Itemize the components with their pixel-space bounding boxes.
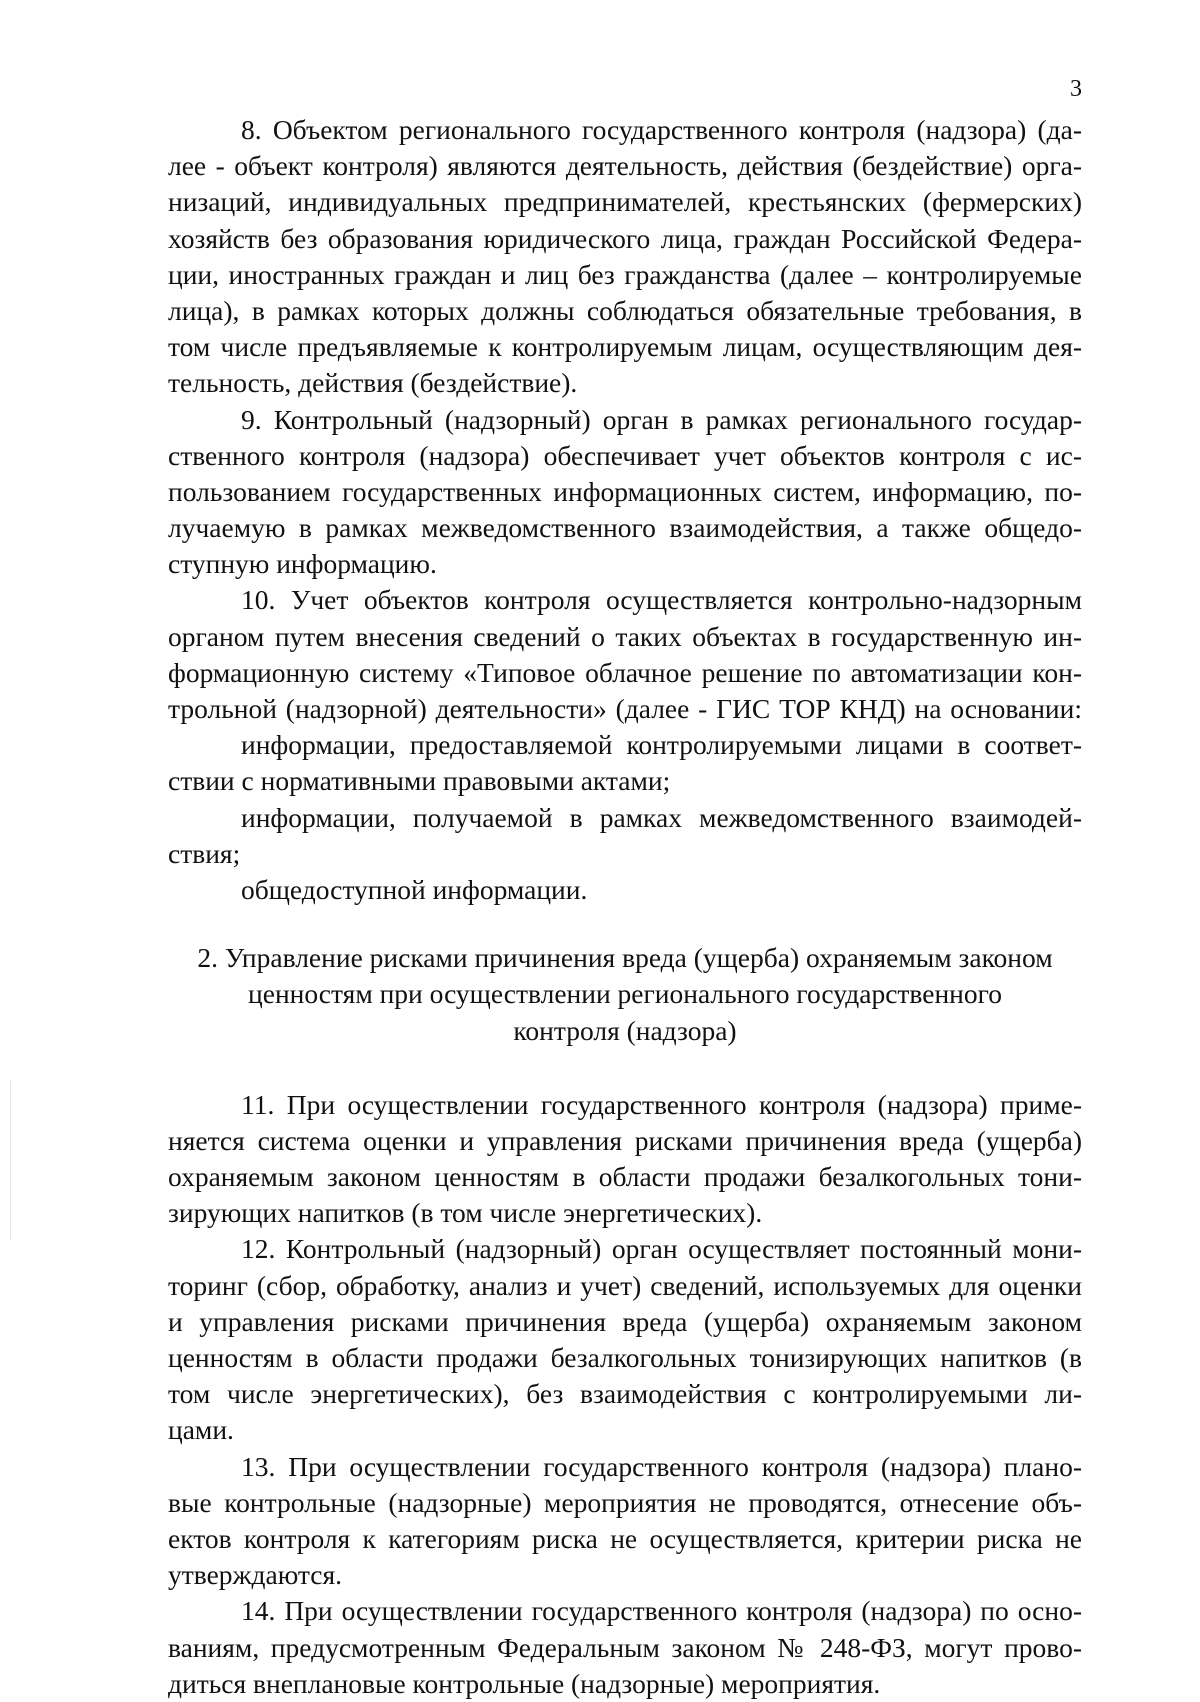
paragraph-line: том числе предъявляемые к контролируемым лицам, осуществляющим дея- xyxy=(168,331,1082,363)
paragraph-line: торинг (сбор, обработку, анализ и учет) сведений, используемых для оценки xyxy=(168,1269,1082,1301)
paragraph-line: формационную систему «Типовое облачное решение по автоматизации кон- xyxy=(168,656,1082,688)
paragraph-line: ектов контроля к категориям риска не осуществляется, критерии риска не xyxy=(168,1522,1082,1554)
paragraph-line: том числе энергетических), без взаимодействия с контролируемыми ли- xyxy=(168,1378,1082,1410)
paragraph-line: ственного контроля (надзора) обеспечивает учет объектов контроля с ис- xyxy=(168,439,1082,471)
paragraph-line: зирующих напитков (в том числе энергетических). xyxy=(168,1197,763,1229)
section-heading-line: 2. Управление рисками причинения вреда (ущерба) охраняемым законом xyxy=(197,942,1053,974)
paragraph-line: низаций, индивидуальных предпринимателей, крестьянских (фермерских) xyxy=(168,186,1082,218)
section-heading-line: контроля (надзора) xyxy=(513,1014,737,1046)
paragraph-line: 11. При осуществлении государственного контроля (надзора) приме- xyxy=(241,1088,1082,1120)
paragraph-line: ции, иностранных граждан и лиц без гражданства (далее – контролируемые xyxy=(168,258,1082,290)
paragraph-line: ступную информацию. xyxy=(168,548,437,580)
paragraph-line: лучаемую в рамках межведомственного взаимодействия, а также общедо- xyxy=(168,512,1082,544)
paragraph-8 xyxy=(168,112,1082,402)
paragraph-line: 13. При осуществлении государственного контроля (надзора) плано- xyxy=(241,1450,1082,1482)
paragraph-9 xyxy=(168,402,1082,583)
page-number: 3 xyxy=(1070,76,1082,102)
paragraph-line: трольной (надзорной) деятельности» (далее - ГИС ТОР КНД) на основании: xyxy=(168,693,1082,724)
paragraph-line: охраняемым законом ценностям в области продажи безалкогольных тони- xyxy=(168,1161,1082,1193)
paragraph-line: 12. Контрольный (надзорный) орган осуществляет постоянный мони- xyxy=(241,1233,1082,1265)
paragraph-11 xyxy=(168,1087,1082,1232)
paragraph-line: 10. Учет объектов контроля осуществляется контрольно-надзорным xyxy=(241,584,1082,616)
section-heading-line: ценностям при осуществлении регионального государственного xyxy=(248,978,1002,1010)
paragraph-line: 8. Объектом регионального государственного контроля (надзора) (да- xyxy=(241,114,1082,145)
paragraph-line: лица), в рамках которых должны соблюдаться обязательные требования, в xyxy=(168,294,1082,326)
paragraph-line: ствии с нормативными правовыми актами; xyxy=(168,765,671,797)
paragraph-line: пользованием государственных информационных систем, информацию, по- xyxy=(168,475,1082,507)
paragraph-line: 9. Контрольный (надзорный) орган в рамках регионального государ- xyxy=(241,403,1082,435)
paragraph-line: утверждаются. xyxy=(168,1559,343,1591)
paragraph-line: ценностям в области продажи безалкогольных тонизирующих напитков (в xyxy=(168,1342,1082,1373)
paragraph-line: 14. При осуществлении государственного контроля (надзора) по осно- xyxy=(241,1595,1082,1627)
paragraph-line: диться внеплановые контрольные (надзорные) мероприятия. xyxy=(168,1667,881,1699)
paragraph-12 xyxy=(168,1231,1082,1448)
section-heading xyxy=(168,940,1082,1049)
paragraph-line: няется система оценки и управления рисками причинения вреда (ущерба) xyxy=(168,1124,1082,1156)
paragraph-line: лее - объект контроля) являются деятельность, действия (бездействие) орга- xyxy=(168,150,1082,182)
paragraph-line: ствия; xyxy=(168,837,241,869)
paragraph-10-item-2 xyxy=(168,800,1082,872)
page-content xyxy=(168,112,1082,1702)
paragraph-line: хозяйств без образования юридического лица, граждан Российской Федера- xyxy=(168,222,1082,254)
paragraph-14 xyxy=(168,1593,1082,1702)
paragraph-line: цами. xyxy=(168,1414,234,1446)
paragraph-line: органом путем внесения сведений о таких объектах в государственную ин- xyxy=(168,620,1082,652)
paragraph-line: информации, предоставляемой контролируемыми лицами в соответ- xyxy=(241,729,1082,761)
paragraph-line: и управления рисками причинения вреда (ущерба) охраняемым законом xyxy=(168,1305,1082,1337)
paragraph-line: ваниям, предусмотренным Федеральным законом № 248-ФЗ, могут прово- xyxy=(168,1631,1082,1663)
paragraph-10-item-3 xyxy=(168,872,1082,908)
paragraph-10-item-1 xyxy=(168,727,1082,799)
paragraph-13 xyxy=(168,1449,1082,1594)
paragraph-line: информации, получаемой в рамках межведомственного взаимодей- xyxy=(241,801,1082,833)
paragraph-line: общедоступной информации. xyxy=(241,873,588,905)
paragraph-10 xyxy=(168,582,1082,727)
paragraph-line: вые контрольные (надзорные) мероприятия не проводятся, отнесение объ- xyxy=(168,1486,1082,1518)
scan-margin-mark xyxy=(10,1080,11,1240)
paragraph-line: тельность, действия (бездействие). xyxy=(168,367,578,399)
